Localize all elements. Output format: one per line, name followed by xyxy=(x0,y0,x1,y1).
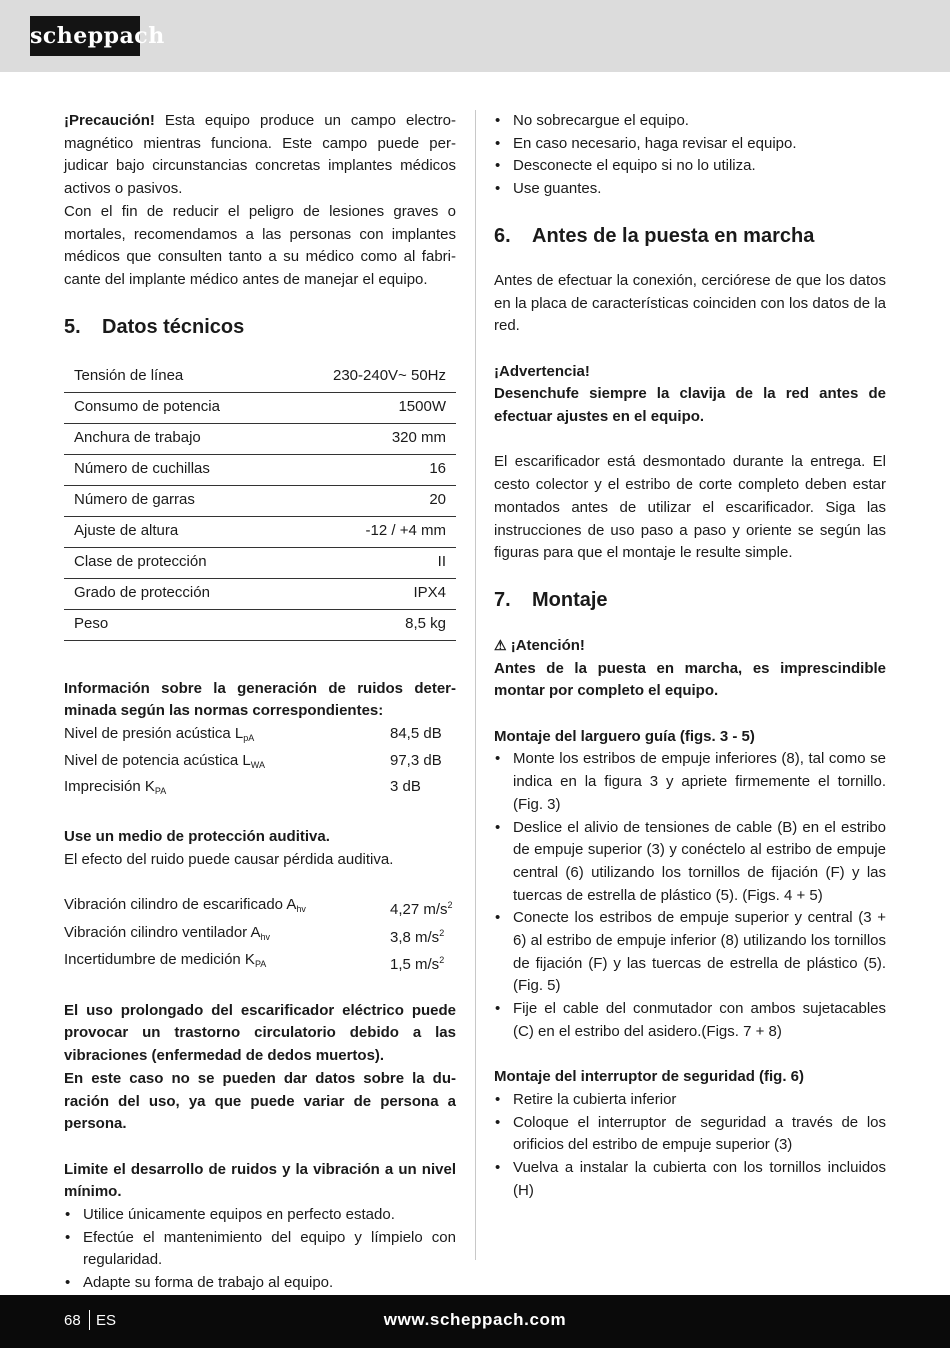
rail-step: • Deslice el alivio de tensiones de cable (B) en el estribo de empuje superior (3) y conéctelo al estribo de empuje central (6) utilizando los tornillos de fijación (F) y las tuercas de estrella de plástico (5). (Figs. 4 + 5) xyxy=(494,817,886,908)
limit-list xyxy=(64,1204,456,1295)
vibration-values xyxy=(64,894,456,977)
limit-item: • Adapte su forma de trabajo al equipo. xyxy=(64,1272,456,1295)
warning-text: Desenchufe siempre la clavija de la red antes de efectuar ajustes en el equipo. xyxy=(494,385,886,426)
switch-step: • Coloque el interruptor de seguridad a través de los orificios del estribo de empuje superior (3) xyxy=(494,1112,886,1157)
vibration-row xyxy=(64,949,456,977)
spec-label: Consumo de potencia xyxy=(64,392,282,423)
vibration-row-subscript: PA xyxy=(254,959,267,970)
column-divider xyxy=(475,110,476,1260)
spec-label: Peso xyxy=(64,609,282,640)
vibration-row-label-text: Vibración cilindro ventilador A xyxy=(64,923,261,941)
noise-row-subscript: WA xyxy=(250,759,265,770)
spec-label: Anchura de trabajo xyxy=(64,423,282,454)
language-code: ES xyxy=(96,1312,117,1329)
rail-steps xyxy=(494,748,886,1043)
spec-label: Clase de protección xyxy=(64,547,282,578)
noise-row-value-text: 84,5 dB xyxy=(390,725,442,743)
attention-title: ⚠ ¡Atención! xyxy=(494,636,585,654)
safety-item: • Desconecte el equipo si no lo utiliza. xyxy=(494,155,886,178)
spec-row xyxy=(64,362,456,393)
spec-row xyxy=(64,454,456,485)
vibration-row-label-text: Vibración cilindro de escarificado A xyxy=(64,895,297,913)
rail-step: • Monte los estribos de empuje inferiores (8), tal como se indica en la figura 3 y apriete firmemente el tornillo. (Fig. 3) xyxy=(494,748,886,816)
vibration-row-superscript: 2 xyxy=(439,927,445,938)
spec-value: 230-240V~ 50Hz xyxy=(282,362,456,393)
page-footer xyxy=(0,1295,950,1348)
noise-row-label xyxy=(64,750,390,777)
vibration-row-label-text: Incertidumbre de medición K xyxy=(64,951,255,969)
caution-text: Esta equipo produce un campo electromagnético mientras funciona. Este campo puede perjudicar bajo circunstancias concretas implantes médicos activos o pasivos. xyxy=(64,112,456,198)
noise-row-label-text: Imprecisión K xyxy=(64,778,155,796)
noise-row-value-text: 97,3 dB xyxy=(390,751,442,769)
spec-row xyxy=(64,547,456,578)
page-number: 68 xyxy=(64,1312,81,1329)
noise-row xyxy=(64,750,456,777)
limit-item: • Utilice únicamente equipos en perfecto estado. xyxy=(64,1204,456,1227)
noise-row xyxy=(64,723,456,750)
prolonged-use-warning: El uso prolongado del escarificador eléctrico puede provocar un trastorno circulatorio debido a las vibraciones (enfermedad de dedos muertos). xyxy=(64,1001,456,1065)
ear-protection-note: Use un medio de protección auditiva. xyxy=(64,827,330,845)
spec-value: -12 / +4 mm xyxy=(282,516,456,547)
attention-text: Antes de la puesta en marcha, es imprescindible montar por completo el equipo. xyxy=(494,659,886,700)
vibration-row-value-text: 4,27 m/s xyxy=(390,900,448,918)
vibration-row-value xyxy=(390,922,456,950)
spec-value: 1500W xyxy=(282,392,456,423)
vibration-row xyxy=(64,922,456,950)
safety-item: • No sobrecargue el equipo. xyxy=(494,110,886,133)
spec-value: II xyxy=(282,547,456,578)
spec-label: Tensión de línea xyxy=(64,362,282,393)
noise-row-value xyxy=(390,723,456,750)
rail-heading: Montaje del larguero guía (figs. 3 - 5) xyxy=(494,727,755,745)
brand-logo: scheppach xyxy=(30,16,140,56)
limit-item: • Efectúe el mantenimiento del equipo y límpielo con regularidad. xyxy=(64,1227,456,1272)
noise-row-value-text: 3 dB xyxy=(390,778,421,796)
website-link: www.scheppach.com xyxy=(383,1310,567,1329)
noise-row-value xyxy=(390,750,456,777)
spec-value: 20 xyxy=(282,485,456,516)
delivery-text: El escarificador está desmontado durante la entrega. El cesto colector y el estribo de corte completo deben estar montados antes de utilizar el escarificador. Siga las instrucciones de uso paso a paso y oriente se según las figuras para que el montaje le resulte simple. xyxy=(494,453,886,562)
spec-label: Número de cuchillas xyxy=(64,454,282,485)
vibration-row-subscript: hv xyxy=(260,931,271,942)
caution-paragraph xyxy=(64,110,456,201)
duration-note: En este caso no se pueden dar datos sobre la duración del uso, ya que puede variar de persona a persona. xyxy=(64,1069,456,1133)
ear-effect-note: El efecto del ruido puede causar pérdida auditiva. xyxy=(64,850,394,868)
vibration-row-value xyxy=(390,949,456,977)
noise-row-label xyxy=(64,723,390,750)
vibration-row-superscript: 2 xyxy=(439,955,445,966)
spec-row xyxy=(64,516,456,547)
vibration-row-superscript: 2 xyxy=(447,899,453,910)
caution-text-2: Con el fin de reducir el peligro de lesiones graves o mortales, recomendamos a las personas con implantes médicos que consulten tanto a su médico como al fabricante del implante médico antes de manejar el equipo. xyxy=(64,202,456,288)
spec-value: IPX4 xyxy=(282,578,456,609)
spec-value: 16 xyxy=(282,454,456,485)
noise-values xyxy=(64,723,456,803)
safety-item: • Use guantes. xyxy=(494,178,886,201)
page-header xyxy=(0,0,950,72)
spec-label: Número de garras xyxy=(64,485,282,516)
spec-value: 8,5 kg xyxy=(282,609,456,640)
vibration-row xyxy=(64,894,456,922)
spec-label: Ajuste de altura xyxy=(64,516,282,547)
right-column xyxy=(494,110,886,1202)
switch-steps xyxy=(494,1089,886,1203)
spec-row xyxy=(64,392,456,423)
section-6-heading: 6. Antes de la puesta en marcha xyxy=(494,224,815,247)
warning-triangle-icon: ⚠ xyxy=(494,636,507,653)
noise-row-label xyxy=(64,776,390,803)
vibration-row-label xyxy=(64,922,390,950)
warning-title: ¡Advertencia! xyxy=(494,362,590,380)
section-6-text: Antes de efectuar la conexión, cerciórese de que los datos en la placa de características coinciden con los datos de la red. xyxy=(494,271,886,335)
spec-row xyxy=(64,578,456,609)
noise-row-value xyxy=(390,776,456,803)
spec-value: 320 mm xyxy=(282,423,456,454)
vibration-row-subscript: hv xyxy=(296,903,306,914)
vibration-row-value-text: 1,5 m/s xyxy=(390,956,440,974)
spec-row xyxy=(64,423,456,454)
left-column xyxy=(64,110,456,1295)
safety-list xyxy=(494,110,886,201)
noise-row-label-text: Nivel de potencia acústica L xyxy=(64,751,251,769)
switch-step: • Retire la cubierta inferior xyxy=(494,1089,886,1112)
vibration-row-label xyxy=(64,949,390,977)
spec-row xyxy=(64,609,456,640)
limit-heading: Limite el desarrollo de ruidos y la vibración a un nivel mínimo. xyxy=(64,1160,456,1201)
vibration-row-label xyxy=(64,894,390,922)
switch-step: • Vuelva a instalar la cubierta con los tornillos incluidos (H) xyxy=(494,1157,886,1202)
safety-item: • En caso necesario, haga revisar el equipo. xyxy=(494,133,886,156)
noise-row-subscript: PA xyxy=(154,786,167,797)
section-7-heading: 7. Montaje xyxy=(494,588,608,611)
noise-row-label-text: Nivel de presión acústica L xyxy=(64,725,244,743)
rail-step: • Fije el cable del conmutador con ambos sujetacables (C) en el estribo del asidero.(Figs. 7 + 8) xyxy=(494,998,886,1043)
spec-label: Grado de protección xyxy=(64,578,282,609)
section-5-heading: 5. Datos técnicos xyxy=(64,315,245,338)
vibration-row-value xyxy=(390,894,456,922)
caution-title: ¡Precaución! xyxy=(64,112,155,129)
noise-heading: Información sobre la generación de ruidos determinada según las normas correspondientes: xyxy=(64,679,456,720)
noise-row xyxy=(64,776,456,803)
spec-row xyxy=(64,485,456,516)
tech-data-table xyxy=(64,362,456,641)
noise-row-subscript: pA xyxy=(243,733,255,744)
vibration-row-value-text: 3,8 m/s xyxy=(390,928,440,946)
switch-heading: Montaje del interruptor de seguridad (fig. 6) xyxy=(494,1068,805,1086)
rail-step: • Conecte los estribos de empuje superior y central (3 + 6) al estribo de empuje inferior (8) utilizando los tornillos de fijación (F) y las tuercas de estrella de plástico (5). (Fig. 5) xyxy=(494,907,886,998)
